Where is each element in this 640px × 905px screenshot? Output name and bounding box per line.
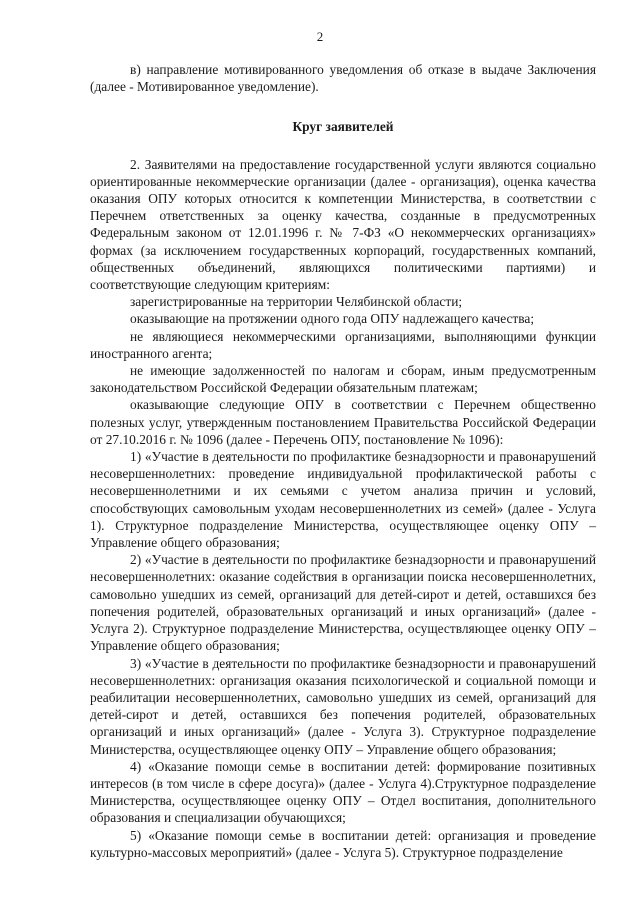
page-number: 2 (316, 29, 324, 44)
section-heading: Круг заявителей (292, 119, 394, 135)
criterion-registered: зарегистрированные на территории Челябинской области; (130, 294, 463, 310)
service-item-1: 1) «Участие в деятельности по профилактике безнадзорности и правонарушений несовершеннолетних: проведение индивидуальной профилактической работы с несовершеннолетними и их семьями с учетом анализа причин и условий, способствующих самовольным уходам несовершеннолетних из семей» (далее - Услуга 1). Структурное подразделение Министерства, осуществляющее оценку ОПУ – Управление общего образования; (90, 449, 596, 551)
criterion-no-debts: не имеющие задолженностей по налогам и сборам, иным предусмотренным законодательством Российской Федерации обязательным платежам; (90, 363, 596, 396)
paragraph-applicants: 2. Заявителями на предоставление государственной услуги являются социально ориентированные некоммерческие организации (далее - организация), оценка качества оказания ОПУ которых относится к компетенции Министерства, в соответствии с Перечнем ответственных за оценку качества, созданные в предусмотренных Федеральным законом от 12.01.1996 г. № 7-ФЗ «О некоммерческих организациях» формах (за исключением государственных корпораций, государственных компаний, общественных объединений, являющихся политическими партиями) и соответствующие следующим критериям: (90, 156, 596, 293)
criterion-services: оказывающие следующие ОПУ в соответствии с Перечнем общественно полезных услуг, утвержденным постановлением Правительства Российской Федерации от 27.10.2016 г. № 1096 (далее - Перечень ОПУ, постановление № 1096): (90, 397, 596, 447)
service-item-4: 4) «Оказание помощи семье в воспитании детей: формирование позитивных интересов (в том числе в сфере досуга)» (далее - Услуга 4).Структурное подразделение Министерства, осуществляющее оценку ОПУ – Отдел воспитания, дополнительного образования и специализации обучающихся; (90, 758, 596, 826)
service-item-5: 5) «Оказание помощи семье в воспитании детей: организация и проведение культурно-массовых мероприятий» (далее - Услуга 5). Структурное подразделение (90, 827, 596, 860)
service-item-2: 2) «Участие в деятельности по профилактике безнадзорности и правонарушений несовершеннолетних: оказание содействия в организации поиска несовершеннолетних, самовольно ушедших из семей, организаций для детей-сирот и детей, оставшихся без попечения родителей, образовательных организаций и иных организаций» (далее - Услуга 2). Структурное подразделение Министерства, осуществляющее оценку ОПУ – Управление общего образования; (90, 552, 596, 654)
intro-paragraph: в) направление мотивированного уведомления об отказе в выдаче Заключения (далее - Мотивированное уведомление). (90, 62, 596, 95)
criterion-foreign-agent: не являющиеся некоммерческими организациями, выполняющими функции иностранного агента; (90, 328, 596, 361)
service-item-3: 3) «Участие в деятельности по профилактике безнадзорности и правонарушений несовершеннолетних: организация оказания психологической и социальной помощи и реабилитации несовершеннолетних, самовольно ушедших из семей, организаций для детей-сирот и детей, оставшихся без попечения родителей, образовательных организаций и иных организаций» (далее - Услуга 3). Структурное подразделение Министерства, осуществляющее оценку ОПУ – Управление общего образования; (90, 655, 596, 757)
document-body (90, 61, 596, 861)
criterion-quality: оказывающие на протяжении одного года ОПУ надлежащего качества; (130, 311, 535, 327)
